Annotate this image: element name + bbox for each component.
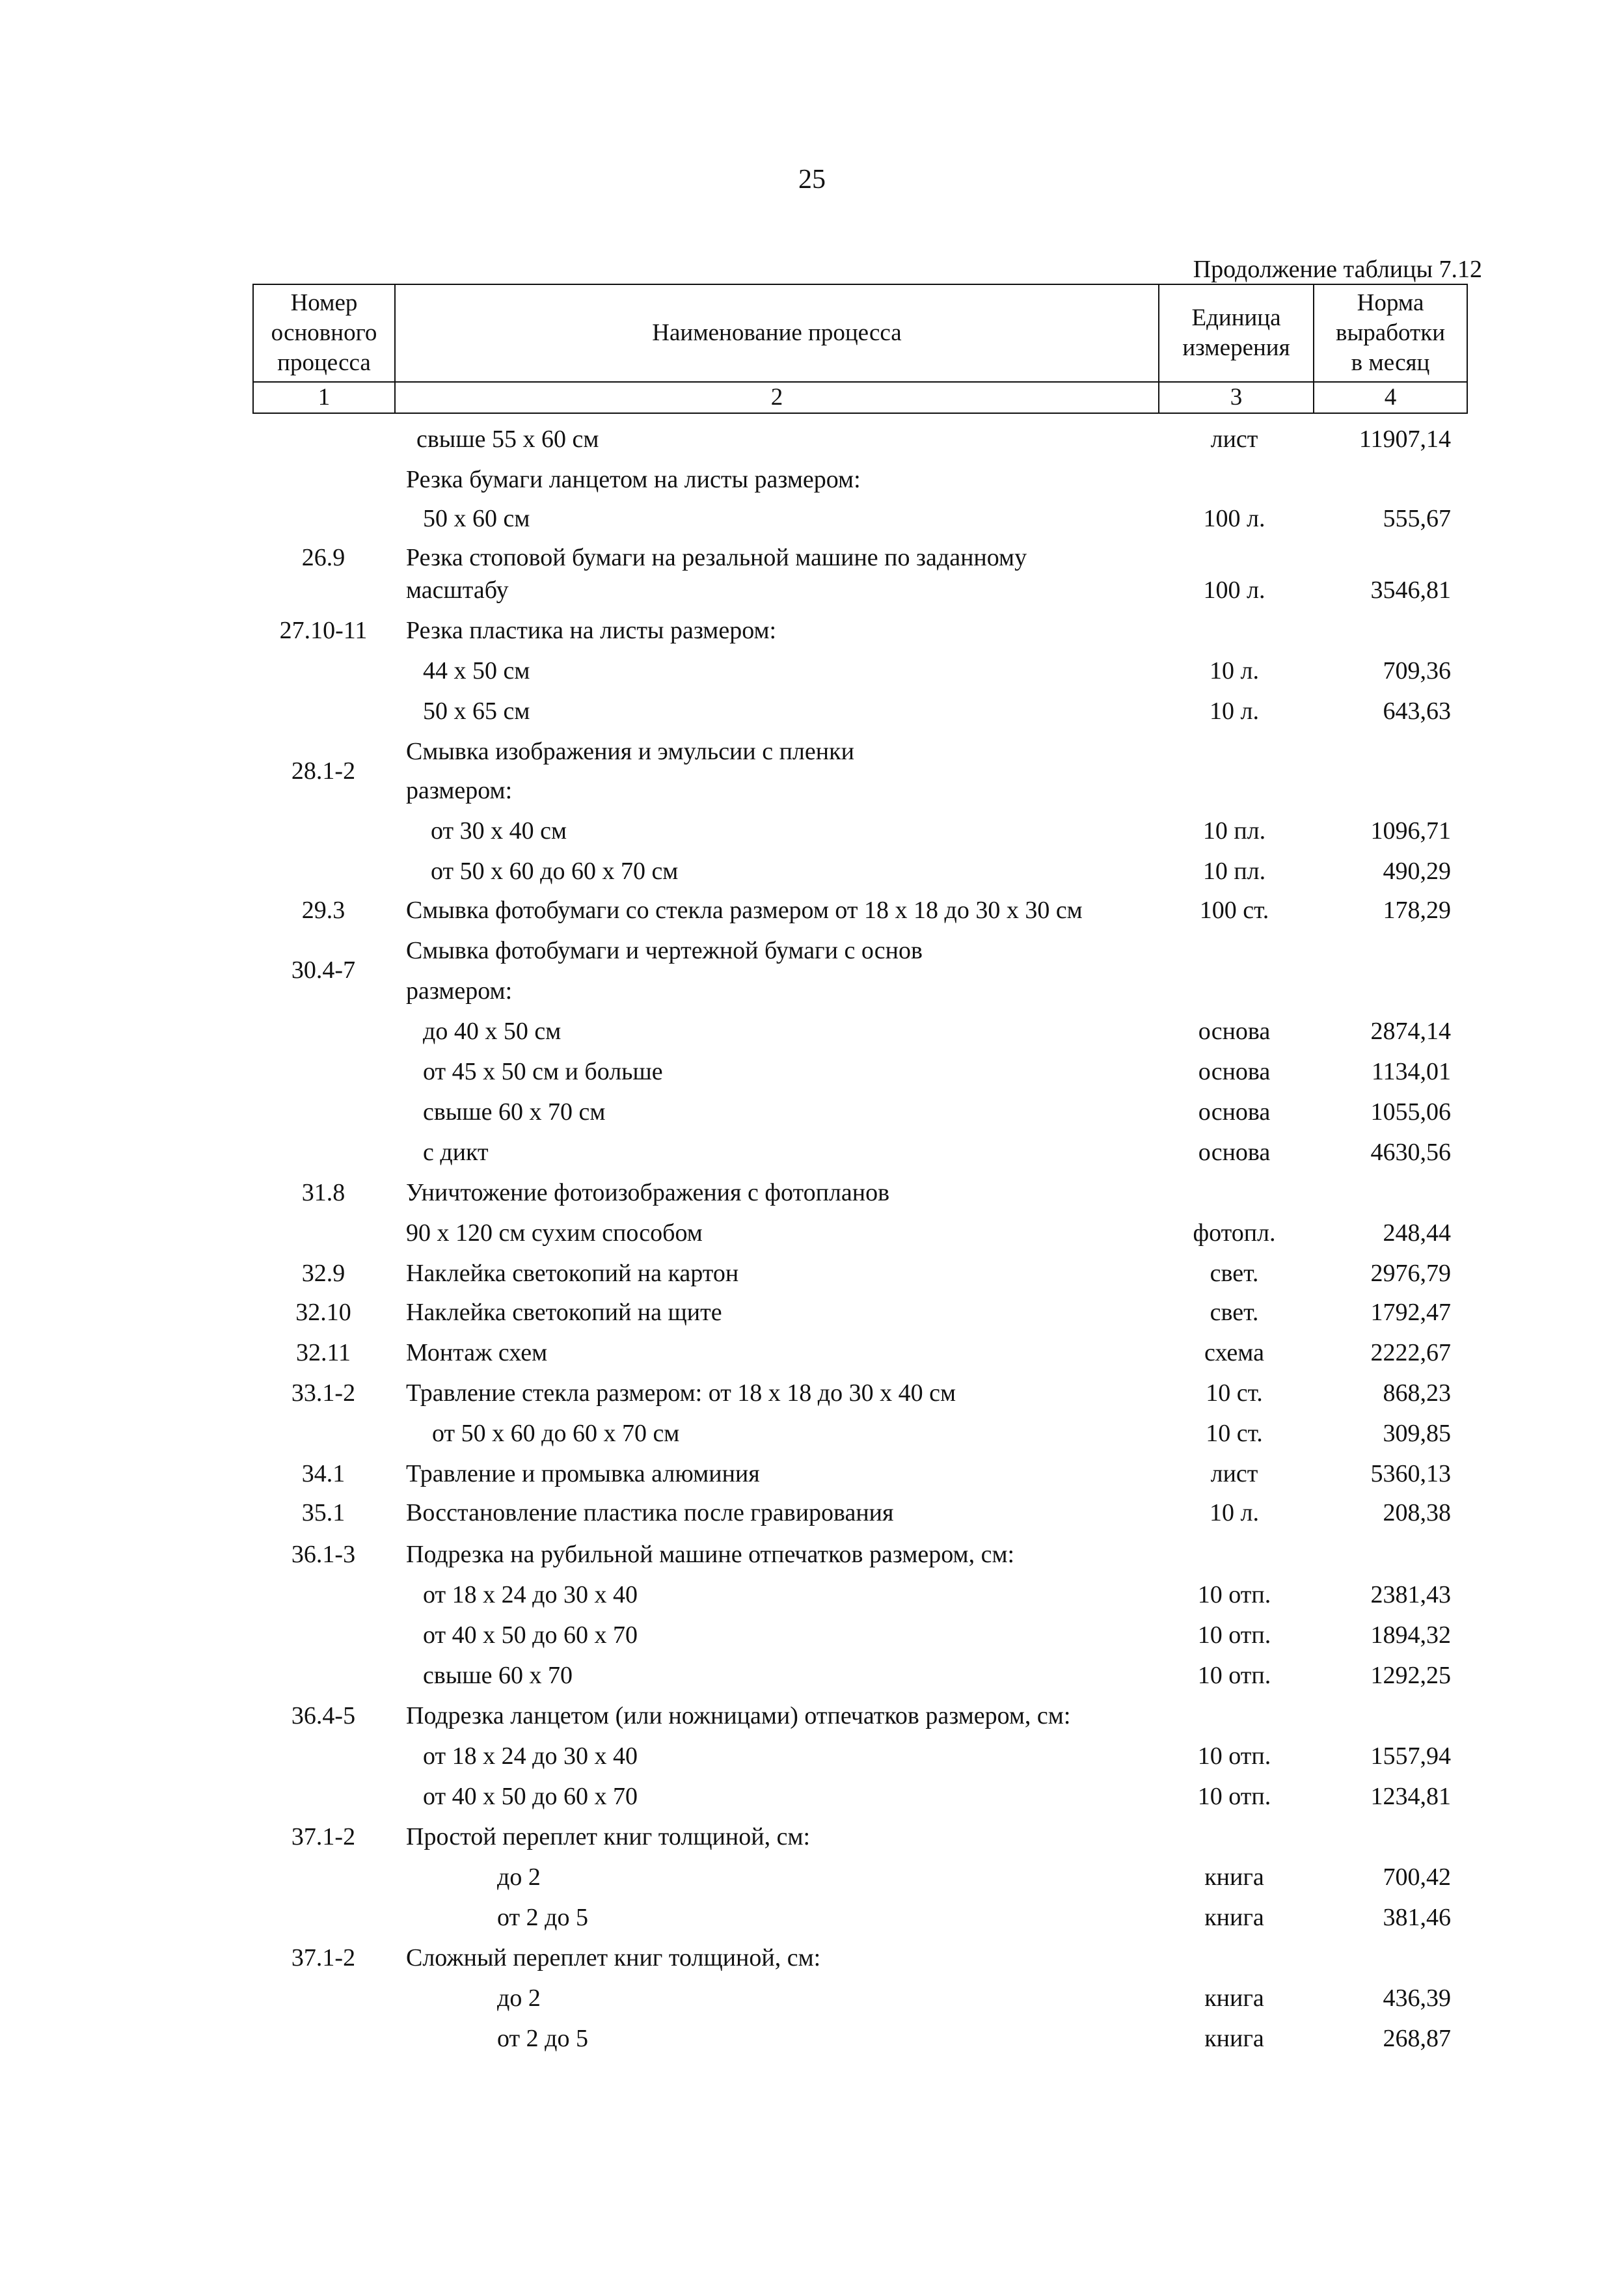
row-unit: схема — [1204, 1339, 1264, 1366]
row-process-number: 34.1 — [301, 1460, 345, 1487]
row-monthly-norm: 5360,13 — [1370, 1460, 1451, 1487]
row-unit: основа — [1198, 1018, 1271, 1045]
column-number-2: 2 — [395, 382, 1159, 413]
row-monthly-norm: 709,36 — [1383, 657, 1451, 684]
row-unit: фотопл. — [1193, 1219, 1276, 1247]
row-unit: 100 ст. — [1199, 897, 1269, 924]
row-unit: лист — [1210, 1460, 1258, 1487]
row-monthly-norm: 2381,43 — [1370, 1581, 1451, 1608]
row-process-name: от 2 до 5 — [497, 1904, 588, 1931]
row-process-number: 31.8 — [301, 1179, 345, 1206]
column-number-3: 3 — [1159, 382, 1314, 413]
row-process-number: 28.1-2 — [291, 757, 356, 785]
row-process-number: 26.9 — [301, 544, 345, 571]
header-process-number: Номер основного процесса — [253, 284, 395, 382]
row-unit: основа — [1198, 1098, 1271, 1126]
row-process-number: 32.9 — [301, 1260, 345, 1287]
row-monthly-norm: 268,87 — [1383, 2025, 1451, 2052]
row-process-name: Восстановление пластика после гравирования — [406, 1499, 894, 1526]
row-unit: лист — [1210, 426, 1258, 453]
row-unit: свет. — [1210, 1299, 1259, 1326]
row-process-name: Травление и промывка алюминия — [406, 1460, 760, 1487]
row-unit: свет. — [1210, 1260, 1259, 1287]
row-process-name: Травление стекла размером: от 18 х 18 до 30 х 40 см — [406, 1379, 956, 1407]
row-process-name: Наклейка светокопий на картон — [406, 1260, 739, 1287]
row-unit: 10 пл. — [1202, 817, 1266, 845]
row-process-number: 29.3 — [301, 897, 345, 924]
row-process-name: Наклейка светокопий на щите — [406, 1299, 722, 1326]
row-monthly-norm: 555,67 — [1383, 505, 1451, 532]
header-monthly-norm: Норма выработки в месяц — [1314, 284, 1467, 382]
column-number-1: 1 — [253, 382, 395, 413]
row-monthly-norm: 381,46 — [1383, 1904, 1451, 1931]
row-process-number: 27.10-11 — [279, 617, 368, 644]
row-monthly-norm: 3546,81 — [1370, 576, 1451, 604]
row-process-name: от 18 х 24 до 30 х 40 — [423, 1742, 638, 1770]
row-process-name: до 2 — [497, 1984, 541, 2012]
row-process-name: до 40 х 50 см — [423, 1018, 562, 1045]
row-monthly-norm: 178,29 — [1383, 897, 1451, 924]
row-process-name: от 2 до 5 — [497, 2025, 588, 2052]
row-monthly-norm: 248,44 — [1383, 1219, 1451, 1247]
row-monthly-norm: 1234,81 — [1370, 1783, 1451, 1810]
row-monthly-norm: 1792,47 — [1370, 1299, 1451, 1326]
row-process-name: Смывка фотобумаги со стекла размером от 18 х 18 до 30 х 30 см — [406, 897, 1083, 924]
row-process-number: 36.4-5 — [291, 1702, 356, 1729]
row-process-number: 32.10 — [295, 1299, 351, 1326]
row-process-name: до 2 — [497, 1863, 541, 1891]
row-process-name: от 18 х 24 до 30 х 40 — [423, 1581, 638, 1608]
row-process-name: Резка пластика на листы размером: — [406, 617, 777, 644]
row-unit: 10 отп. — [1197, 1581, 1271, 1608]
row-monthly-norm: 1134,01 — [1371, 1058, 1451, 1085]
row-process-name: 50 х 60 см — [423, 505, 530, 532]
row-monthly-norm: 2222,67 — [1370, 1339, 1451, 1366]
row-monthly-norm: 1292,25 — [1370, 1662, 1451, 1689]
row-unit: 10 отп. — [1197, 1662, 1271, 1689]
row-monthly-norm: 868,23 — [1383, 1379, 1451, 1407]
row-unit: 10 пл. — [1202, 858, 1266, 885]
row-process-name: с дикт — [423, 1139, 489, 1166]
row-process-number: 37.1-2 — [291, 1823, 356, 1850]
row-unit: 10 отп. — [1197, 1621, 1271, 1649]
row-process-name: от 45 х 50 см и больше — [423, 1058, 663, 1085]
row-monthly-norm: 2874,14 — [1370, 1018, 1451, 1045]
row-monthly-norm: 4630,56 — [1370, 1139, 1451, 1166]
row-unit: книга — [1204, 1904, 1264, 1931]
row-process-name: Резка бумаги ланцетом на листы размером: — [406, 466, 861, 493]
row-unit: 10 ст. — [1206, 1420, 1263, 1447]
row-process-name: размером: — [406, 777, 513, 804]
row-process-number: 37.1-2 — [291, 1944, 356, 1971]
row-process-name: Смывка фотобумаги и чертежной бумаги с основ — [406, 937, 923, 964]
row-process-name: масштабу — [406, 576, 509, 604]
row-process-name: свыше 55 х 60 см — [416, 426, 599, 453]
row-monthly-norm: 208,38 — [1383, 1499, 1451, 1526]
row-process-name: Простой переплет книг толщиной, см: — [406, 1823, 811, 1850]
row-process-number: 36.1-3 — [291, 1541, 356, 1568]
row-monthly-norm: 643,63 — [1383, 698, 1451, 725]
row-process-name: от 30 х 40 см — [431, 817, 567, 845]
row-process-number: 30.4-7 — [291, 956, 356, 984]
row-unit: книга — [1204, 1863, 1264, 1891]
row-process-name: Смывка изображения и эмульсии с пленки — [406, 738, 854, 765]
row-process-name: 44 х 50 см — [423, 657, 530, 684]
row-process-number: 33.1-2 — [291, 1379, 356, 1407]
row-unit: 100 л. — [1203, 505, 1265, 532]
header-process-name: Наименование процесса — [395, 284, 1159, 382]
row-unit: книга — [1204, 1984, 1264, 2012]
row-process-name: 90 х 120 см сухим способом — [406, 1219, 703, 1247]
row-process-name: Подрезка на рубильной машине отпечатков размером, см: — [406, 1541, 1015, 1568]
table-continuation-caption: Продолжение таблицы 7.12 — [1193, 256, 1482, 283]
column-number-4: 4 — [1314, 382, 1467, 413]
row-monthly-norm: 1055,06 — [1370, 1098, 1451, 1126]
row-unit: 10 отп. — [1197, 1783, 1271, 1810]
row-unit: 100 л. — [1203, 576, 1265, 604]
row-unit: основа — [1198, 1058, 1271, 1085]
row-unit: книга — [1204, 2025, 1264, 2052]
row-unit: 10 л. — [1210, 657, 1259, 684]
row-monthly-norm: 1894,32 — [1370, 1621, 1451, 1649]
row-process-number: 35.1 — [301, 1499, 345, 1526]
row-process-name: от 50 х 60 до 60 х 70 см — [432, 1420, 680, 1447]
row-process-name: размером: — [406, 977, 513, 1005]
row-process-name: Подрезка ланцетом (или ножницами) отпечатков размером, см: — [406, 1702, 1071, 1729]
row-process-number: 32.11 — [295, 1339, 351, 1366]
row-monthly-norm: 11907,14 — [1359, 426, 1451, 453]
row-monthly-norm: 1557,94 — [1370, 1742, 1451, 1770]
row-monthly-norm: 2976,79 — [1370, 1260, 1451, 1287]
row-process-name: Монтаж схем — [406, 1339, 548, 1366]
row-unit: основа — [1198, 1139, 1271, 1166]
row-process-name: Резка стоповой бумаги на резальной машине по заданному — [406, 544, 1027, 571]
row-unit: 10 ст. — [1206, 1379, 1263, 1407]
row-monthly-norm: 700,42 — [1383, 1863, 1451, 1891]
row-process-name: от 40 х 50 до 60 х 70 — [423, 1783, 638, 1810]
row-process-name: свыше 60 х 70 см — [423, 1098, 606, 1126]
row-unit: 10 отп. — [1197, 1742, 1271, 1770]
page-number: 25 — [798, 165, 826, 195]
row-unit: 10 л. — [1210, 698, 1259, 725]
row-unit: 10 л. — [1210, 1499, 1259, 1526]
row-monthly-norm: 309,85 — [1383, 1420, 1451, 1447]
row-process-name: свыше 60 х 70 — [423, 1662, 573, 1689]
row-process-name: Сложный переплет книг толщиной, см: — [406, 1944, 821, 1971]
row-process-name: от 50 х 60 до 60 х 70 см — [431, 858, 679, 885]
row-monthly-norm: 1096,71 — [1370, 817, 1451, 845]
row-process-name: 50 х 65 см — [423, 698, 530, 725]
header-unit: Единица измерения — [1159, 284, 1314, 382]
row-monthly-norm: 436,39 — [1383, 1984, 1451, 2012]
row-monthly-norm: 490,29 — [1383, 858, 1451, 885]
row-process-name: Уничтожение фотоизображения с фотопланов — [406, 1179, 890, 1206]
row-process-name: от 40 х 50 до 60 х 70 — [423, 1621, 638, 1649]
